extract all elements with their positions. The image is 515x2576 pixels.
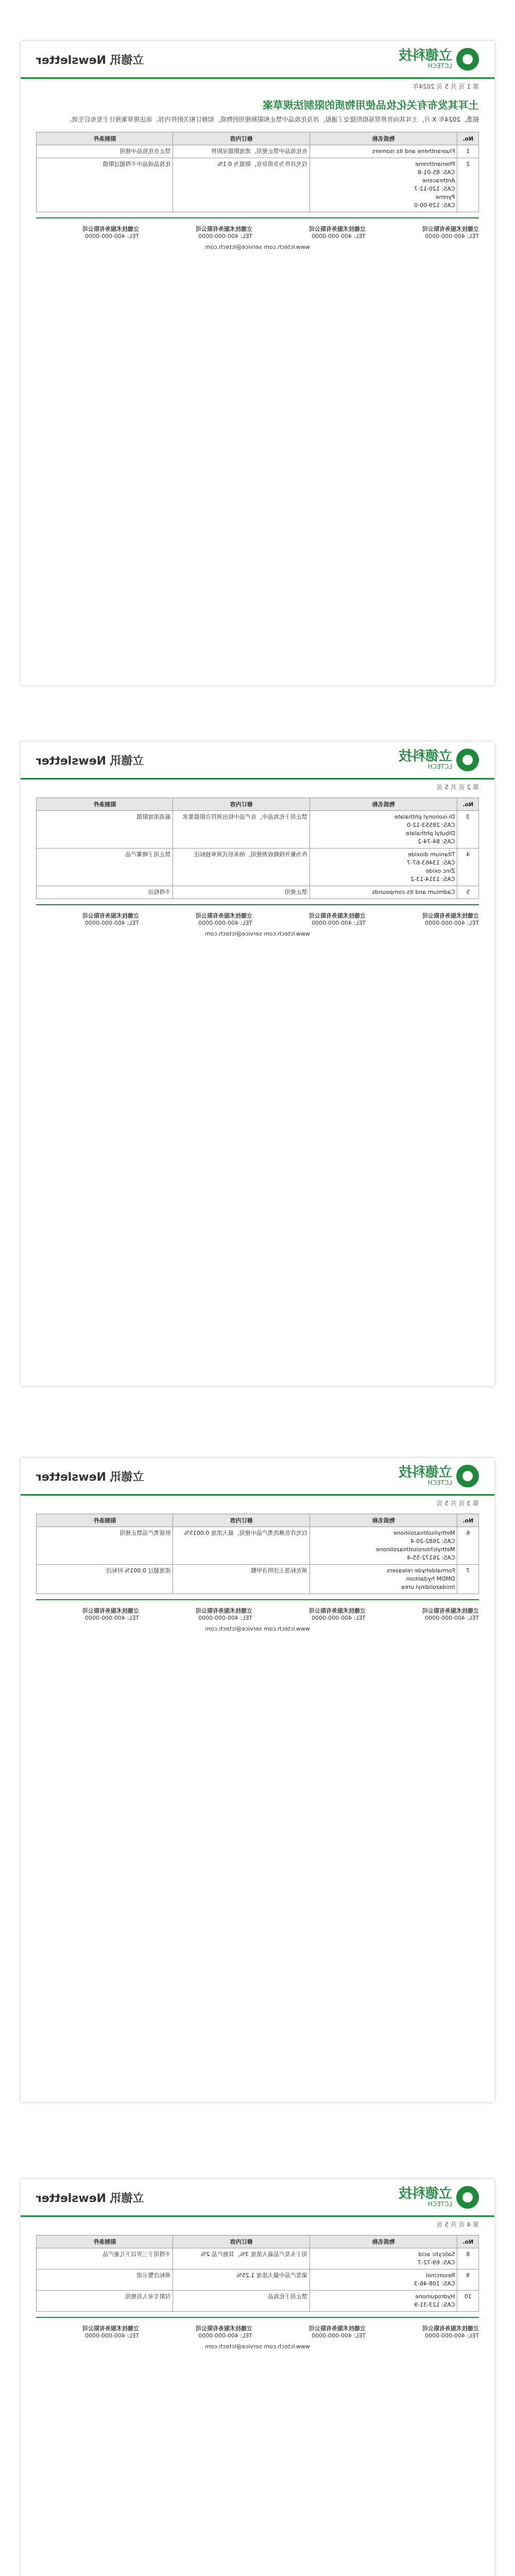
table-header-cell: 物质名称: [310, 2235, 457, 2248]
page-meta: 第 3 页 共 5 页: [436, 1500, 479, 1507]
substance-name: Fluoranthene and its isomers: [310, 145, 457, 158]
logo-name-en: LCTECH: [427, 1479, 452, 1486]
row-number: 6: [457, 1527, 479, 1565]
restriction-condition: 最高浓度限值: [37, 811, 173, 849]
office-tel: TEL: 400-000-0000: [198, 920, 252, 926]
office-name: 立德技术服务有限公司: [196, 226, 252, 232]
table-row: [37, 886, 479, 899]
office-name: 立德技术服务有限公司: [309, 226, 366, 232]
footer-office: [376, 1606, 479, 1621]
substance-name: Salicylic acid CAS: 69-72-7: [310, 2248, 457, 2269]
page-content: [21, 1458, 494, 2102]
table-header-cell: No.: [457, 1514, 479, 1527]
newsletter-title: 立德讯 Newsletter: [36, 2192, 144, 2205]
logo-text-group: [399, 49, 452, 70]
footer-contacts: [36, 1606, 479, 1621]
logo-name-cn: 立德科技: [398, 2186, 452, 2201]
office-tel: TEL: 400-000-0000: [198, 233, 252, 240]
office-name: 立德技术服务有限公司: [196, 1607, 252, 1614]
row-number: 3: [457, 811, 479, 849]
page-content: [21, 742, 494, 1386]
row-number: 1: [457, 145, 479, 158]
revision-content: 禁止用于化妆品: [173, 2291, 310, 2312]
page-header: [21, 2179, 494, 2217]
restriction-condition: 驻留类产品禁止使用: [37, 1527, 173, 1565]
table-header-cell: 限制条件: [37, 2235, 173, 2248]
table-header-cell: No.: [457, 132, 479, 145]
page-header: [21, 1458, 494, 1496]
document-page: [21, 742, 494, 1386]
office-name: 立德技术服务有限公司: [196, 2325, 252, 2332]
table-header-cell: 物质名称: [310, 132, 457, 145]
footer-office: [376, 225, 479, 240]
office-tel: TEL: 400-000-0000: [425, 1615, 479, 1621]
document-page: [21, 1458, 494, 2102]
office-name: 立德技术服务有限公司: [82, 1607, 139, 1614]
office-name: 立德技术服务有限公司: [422, 2325, 479, 2332]
logo: [399, 48, 479, 71]
table-row: [37, 158, 479, 212]
substance-name: Formaldehyde releasers DMDM hydantoin Imidazolidinyl urea: [310, 1565, 457, 1594]
newsletter-title: 立德讯 Newsletter: [36, 54, 144, 67]
logo-text-group: [399, 750, 452, 770]
page-footer: [36, 1599, 479, 1632]
office-tel: TEL: 400-000-0000: [312, 1615, 366, 1621]
office-tel: TEL: 400-000-0000: [198, 1615, 252, 1621]
table-header-cell: 物质名称: [310, 798, 457, 811]
logo-text-group: [399, 2187, 452, 2208]
office-name: 立德技术服务有限公司: [422, 226, 479, 232]
table-header-row: [37, 798, 479, 811]
logo-name-cn: 立德科技: [398, 749, 452, 764]
substance-name: Hydroquinone CAS: 123-31-9: [310, 2291, 457, 2312]
table-row: [37, 1527, 479, 1565]
footer-office: [36, 225, 139, 240]
office-tel: TEL: 400-000-0000: [425, 233, 479, 240]
restriction-condition: 禁止在化妆品中使用: [37, 145, 173, 158]
substance-name: Phenanthrene CAS: 85-01-8 Anthracene CAS: 120-12-7 Pyrene CAS: 129-00-0: [310, 158, 457, 212]
revision-content: 染发产品中最大浓度 1.25%: [173, 2269, 310, 2291]
office-tel: TEL: 400-000-0000: [85, 1615, 139, 1621]
table-header-cell: No.: [457, 2235, 479, 2248]
office-tel: TEL: 400-000-0000: [425, 2332, 479, 2339]
row-number: 4: [457, 849, 479, 886]
table-row: [37, 1565, 479, 1594]
table-header-cell: 修订内容: [173, 1514, 310, 1527]
office-tel: TEL: 400-000-0000: [198, 2332, 252, 2339]
office-name: 立德技术服务有限公司: [82, 226, 139, 232]
revision-content: 用于头发产品最大浓度 3%，其他产品 2%: [173, 2248, 310, 2269]
table-header-cell: 物质名称: [310, 1514, 457, 1527]
table-header-cell: 修订内容: [173, 798, 310, 811]
page-meta: 第 4 页 共 5 页: [436, 2221, 479, 2228]
substance-table: [36, 1514, 479, 1594]
row-number: 8: [457, 2248, 479, 2269]
restriction-condition: 不得检出: [37, 886, 173, 899]
page-header: [21, 41, 494, 79]
revision-content: 作为紫外线吸收剂使用，纳米形式须单独标注: [173, 849, 310, 886]
table-row: [37, 811, 479, 849]
footer-office: [376, 911, 479, 926]
newsletter-title: 立德讯 Newsletter: [36, 754, 144, 768]
table-header-cell: 修订内容: [173, 132, 310, 145]
substance-table: [36, 2235, 479, 2312]
logo-name-en: LCTECH: [427, 2200, 452, 2208]
table-header-row: [37, 132, 479, 145]
footer-web[interactable]: www.lctech.com service@lctech.com: [205, 930, 310, 937]
office-tel: TEL: 400-000-0000: [425, 920, 479, 926]
footer-contacts: [36, 911, 479, 926]
logo-mark-icon: [456, 48, 479, 71]
row-number: 5: [457, 886, 479, 899]
office-tel: TEL: 400-000-0000: [312, 2332, 366, 2339]
restriction-condition: 仅限专业人员使用: [37, 2291, 173, 2312]
newsletter-title: 立德讯 Newsletter: [36, 1470, 144, 1484]
footer-office: [149, 2324, 252, 2339]
table-header-cell: 限制条件: [37, 1514, 173, 1527]
page-meta: 第 2 页 共 5 页: [436, 784, 479, 791]
table-header-cell: 修订内容: [173, 2235, 310, 2248]
restriction-condition: 禁止用于喷雾产品: [37, 849, 173, 886]
footer-web[interactable]: www.lctech.com service@lctech.com: [205, 1625, 310, 1632]
substance-table: [36, 798, 479, 899]
row-number: 7: [457, 1565, 479, 1594]
footer-office: [149, 225, 252, 240]
logo-name-cn: 立德科技: [398, 1465, 452, 1480]
footer-office: [36, 911, 139, 926]
revision-content: 禁止用于化妆品中，在产品中检出须符合限值要求: [173, 811, 310, 849]
footer-office: [149, 1606, 252, 1621]
logo: [399, 749, 479, 771]
logo-text-group: [399, 1466, 452, 1486]
footer-office: [263, 911, 366, 926]
footer-office: [36, 1606, 139, 1621]
substance-name: Methylisothiazolinone CAS: 2682-20-4 Methylchloroisothiazolinone CAS: 26172-55-4: [310, 1527, 457, 1565]
document-page: [21, 2179, 494, 2576]
footer-office: [263, 225, 366, 240]
restriction-condition: 浓度超过 0.001% 时标注: [37, 1565, 173, 1594]
office-name: 立德技术服务有限公司: [422, 912, 479, 919]
footer-office: [376, 2324, 479, 2339]
logo: [399, 2186, 479, 2209]
office-tel: TEL: 400-000-0000: [85, 2332, 139, 2339]
substance-table: [36, 132, 479, 212]
footer-web[interactable]: www.lctech.com service@lctech.com: [205, 2343, 310, 2350]
footer-contacts: [36, 2324, 479, 2339]
restriction-condition: 须标注警示语: [37, 2269, 173, 2291]
office-name: 立德技术服务有限公司: [82, 2325, 139, 2332]
table-header-cell: 限制条件: [37, 132, 173, 145]
row-number: 9: [457, 2269, 479, 2291]
substance-name: Titanium dioxide CAS: 13463-67-7 Zinc oxide CAS: 1314-13-2: [310, 849, 457, 886]
office-name: 立德技术服务有限公司: [309, 2325, 366, 2332]
revision-content: 须在标签上注明含甲醛: [173, 1565, 310, 1594]
row-number: 2: [457, 158, 479, 212]
table-header-cell: No.: [457, 798, 479, 811]
table-row: [37, 849, 479, 886]
table-row: [37, 2248, 479, 2269]
logo: [399, 1465, 479, 1487]
logo-mark-icon: [456, 1465, 479, 1487]
revision-content: 在化妆品中禁止使用，浓度限值见附件: [173, 145, 310, 158]
footer-office: [263, 1606, 366, 1621]
page-footer: [36, 904, 479, 937]
revision-content: 仅允许在淋洗类产品中使用，最大浓度 0.0015%: [173, 1527, 310, 1565]
page-meta: 第 1 页 共 5 页 2024年: [413, 83, 479, 90]
page-footer: [36, 2317, 479, 2350]
footer-web[interactable]: www.lctech.com service@lctech.com: [205, 244, 310, 250]
restriction-condition: 不得用于三岁以下儿童产品: [37, 2248, 173, 2269]
table-header-row: [37, 2235, 479, 2248]
page-footer: [36, 217, 479, 250]
substance-name: Di-isononyl phthalate CAS: 28553-12-0 Dibutyl phthalate CAS: 84-74-2: [310, 811, 457, 849]
office-name: 立德技术服务有限公司: [196, 912, 252, 919]
table-header-cell: 限制条件: [37, 798, 173, 811]
office-tel: TEL: 400-000-0000: [85, 920, 139, 926]
footer-office: [149, 911, 252, 926]
substance-name: Cadmium and its compounds: [310, 886, 457, 899]
logo-name-en: LCTECH: [427, 62, 452, 70]
document-page: [21, 41, 494, 685]
footer-contacts: [36, 225, 479, 240]
article-title: 土耳其发布有关化妆品使用物质的限制法规草案: [263, 99, 479, 111]
logo-mark-icon: [456, 749, 479, 771]
table-row: [37, 145, 479, 158]
restriction-condition: 化妆品成品中不得超过限值: [37, 158, 173, 212]
office-tel: TEL: 400-000-0000: [312, 233, 366, 240]
office-name: 立德技术服务有限公司: [82, 912, 139, 919]
office-tel: TEL: 400-000-0000: [85, 233, 139, 240]
revision-content: 仅允许作为杂质存在，限值为 0.1%: [173, 158, 310, 212]
office-tel: TEL: 400-000-0000: [312, 920, 366, 926]
page-header: [21, 742, 494, 779]
table-row: [37, 2291, 479, 2312]
office-name: 立德技术服务有限公司: [422, 1607, 479, 1614]
article-intro: 据悉，2024年 X 月，土耳其向世界贸易组织提交了通报，涉及化妆品中禁止和限制使用的物质，拟修订相关附件内容。该法规草案预计于发布后生效。: [65, 116, 479, 123]
page-content: [21, 2179, 494, 2576]
footer-office: [263, 2324, 366, 2339]
table-header-row: [37, 1514, 479, 1527]
office-name: 立德技术服务有限公司: [309, 912, 366, 919]
page-content: [21, 41, 494, 685]
revision-content: 禁止使用: [173, 886, 310, 899]
office-name: 立德技术服务有限公司: [309, 1607, 366, 1614]
logo-mark-icon: [456, 2186, 479, 2209]
substance-name: Resorcinol CAS: 108-46-3: [310, 2269, 457, 2291]
table-row: [37, 2269, 479, 2291]
footer-office: [36, 2324, 139, 2339]
logo-name-cn: 立德科技: [398, 48, 452, 63]
row-number: 10: [457, 2291, 479, 2312]
logo-name-en: LCTECH: [427, 763, 452, 770]
